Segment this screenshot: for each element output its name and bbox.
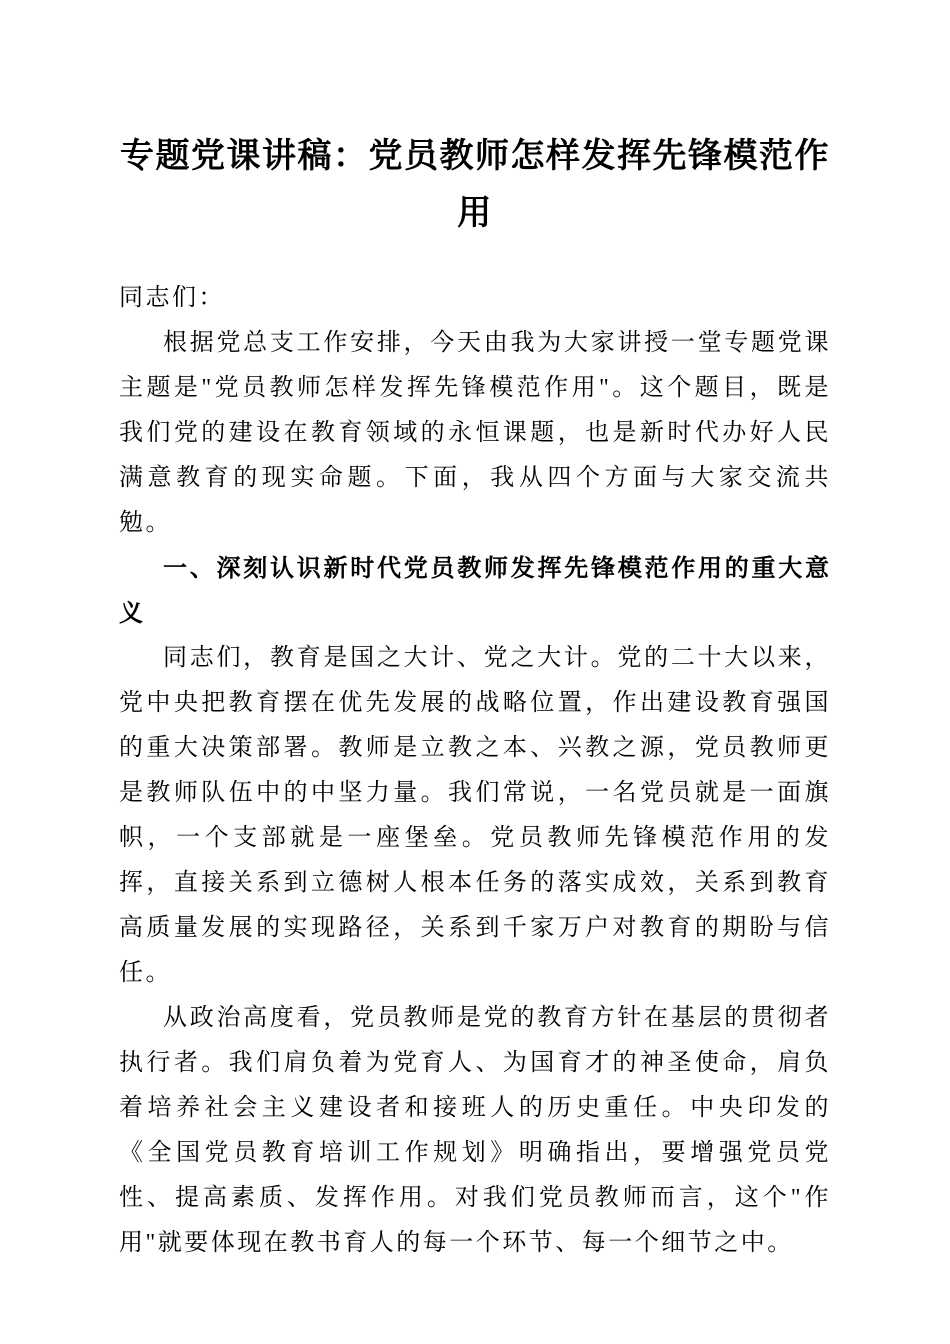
intro-paragraph: 根据党总支工作安排，今天由我为大家讲授一堂专题党课主题是"党员教师怎样发挥先锋模范作用"。这个题目，既是我们党的建设在教育领域的永恒课题，也是新时代办好人民满意教育的现实命题。下面，我从四个方面与大家交流共勉。 — [119, 330, 831, 536]
section-1-paragraph-2: 从政治高度看，党员教师是党的教育方针在基层的贯彻者执行者。我们肩负着为党育人、为国育才的神圣使命，肩负着培养社会主义建设者和接班人的历史重任。中央印发的《全国党员教育培训工作规划》明确指出，要增强党员党性、提高素质、发挥作用。对我们党员教师而言，这个"作用"就要体现在教书育人的每一个环节、每一个细节之中。 — [119, 1005, 831, 1256]
section-1-paragraph-1: 同志们，教育是国之大计、党之大计。党的二十大以来，党中央把教育摆在优先发展的战略位置，作出建设教育强国的重大决策部署。教师是立教之本、兴教之源，党员教师更是教师队伍中的中坚力量。我们常说，一名党员就是一面旗帜，一个支部就是一座堡垒。党员教师先锋模范作用的发挥，直接关系到立德树人根本任务的落实成效，关系到教育高质量发展的实现路径，关系到千家万户对教育的期盼与信任。 — [119, 645, 831, 986]
section-1-heading: 一、深刻认识新时代党员教师发挥先锋模范作用的重大意义 — [119, 555, 831, 627]
document-title: 专题党课讲稿：党员教师怎样发挥先锋模范作用 — [120, 138, 830, 232]
salutation-line: 同志们： — [119, 285, 225, 311]
